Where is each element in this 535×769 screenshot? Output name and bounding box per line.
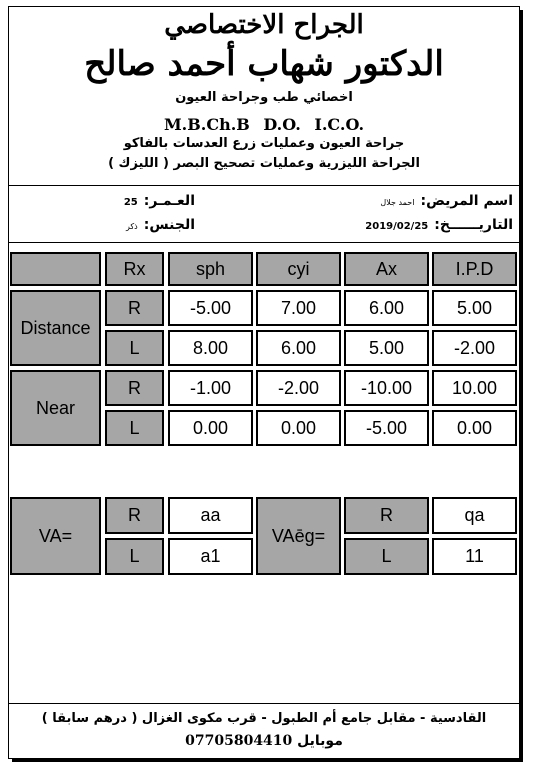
distance-l-ipd: -2.00 xyxy=(432,330,517,366)
near-label: Near xyxy=(10,370,101,446)
clinic-address: القادسية - مقابل جامع أم الطبول - قرب مكوى الغزال ( درهم سابقا ) xyxy=(41,711,487,726)
distance-l-cyi: 6.00 xyxy=(256,330,341,366)
header-ipd: I.P.D xyxy=(432,252,517,286)
near-l-eye: L xyxy=(105,410,164,446)
mobile-number: 07705804410 xyxy=(185,733,293,749)
distance-r-ipd: 5.00 xyxy=(432,290,517,326)
near-r-ax: -10.00 xyxy=(344,370,429,406)
specialist-title: الجراح الاختصاصي xyxy=(164,10,364,40)
date-field xyxy=(365,217,513,233)
specialty: اخصائي طب وجراحة العيون xyxy=(175,90,353,105)
distance-l-eye: L xyxy=(105,330,164,366)
mobile-label: موبايل xyxy=(297,733,343,749)
va-l-value: a1 xyxy=(168,538,253,575)
gender-value: ذكر xyxy=(125,222,138,231)
patient-name-field xyxy=(380,193,513,209)
footer-divider xyxy=(8,703,520,704)
info-divider xyxy=(8,242,520,243)
header-sph: sph xyxy=(168,252,253,286)
near-l-cyi: 0.00 xyxy=(256,410,341,446)
header-rx: Rx xyxy=(105,252,164,286)
va-l-eye: L xyxy=(105,538,164,575)
qualifications: M.B.Ch.B D.O. I.C.O. xyxy=(163,115,365,134)
near-r-ipd: 10.00 xyxy=(432,370,517,406)
services-line-2: الجراحة الليزرية وعمليات تصحيح البصر ( الليزك ) xyxy=(108,156,420,171)
doctor-name: الدكتور شهاب أحمد صالح xyxy=(84,44,444,84)
patient-name-label: اسم المريض: xyxy=(420,193,513,209)
va-label: VA= xyxy=(10,497,101,575)
va-r-eye: R xyxy=(105,497,164,534)
header-divider xyxy=(8,185,520,186)
va-corrected-l-value: 11 xyxy=(432,538,517,575)
near-r-sph: -1.00 xyxy=(168,370,253,406)
page-shadow-right xyxy=(520,10,523,762)
gender-field xyxy=(126,217,195,233)
distance-r-ax: 6.00 xyxy=(344,290,429,326)
table-corner xyxy=(10,252,101,286)
age-field xyxy=(124,193,195,209)
near-l-ax: -5.00 xyxy=(344,410,429,446)
near-l-sph: 0.00 xyxy=(168,410,253,446)
distance-l-sph: 8.00 xyxy=(168,330,253,366)
gender-label: الجنس: xyxy=(143,217,195,233)
va-corrected-r-eye: R xyxy=(344,497,429,534)
va-corrected-l-eye: L xyxy=(344,538,429,575)
page-shadow-bottom xyxy=(12,759,523,762)
services-line-1: جراحة العيون وعمليات زرع العدسات بالفاكو xyxy=(123,136,405,151)
mobile-line xyxy=(8,733,520,749)
va-corrected-label: VAēg= xyxy=(256,497,341,575)
age-value: 25 xyxy=(123,197,138,208)
date-value: 2019/02/25 xyxy=(365,221,429,232)
header-cyi: cyi xyxy=(256,252,341,286)
header-ax: Ax xyxy=(344,252,429,286)
near-r-cyi: -2.00 xyxy=(256,370,341,406)
va-corrected-r-value: qa xyxy=(432,497,517,534)
distance-l-ax: 5.00 xyxy=(344,330,429,366)
date-label: التاريــــــخ: xyxy=(434,217,513,233)
va-r-value: aa xyxy=(168,497,253,534)
distance-r-cyi: 7.00 xyxy=(256,290,341,326)
distance-label: Distance xyxy=(10,290,101,366)
patient-name-value: احمد جلال xyxy=(380,198,415,207)
distance-r-sph: -5.00 xyxy=(168,290,253,326)
distance-r-eye: R xyxy=(105,290,164,326)
near-l-ipd: 0.00 xyxy=(432,410,517,446)
age-label: العـمـر: xyxy=(143,193,195,209)
near-r-eye: R xyxy=(105,370,164,406)
